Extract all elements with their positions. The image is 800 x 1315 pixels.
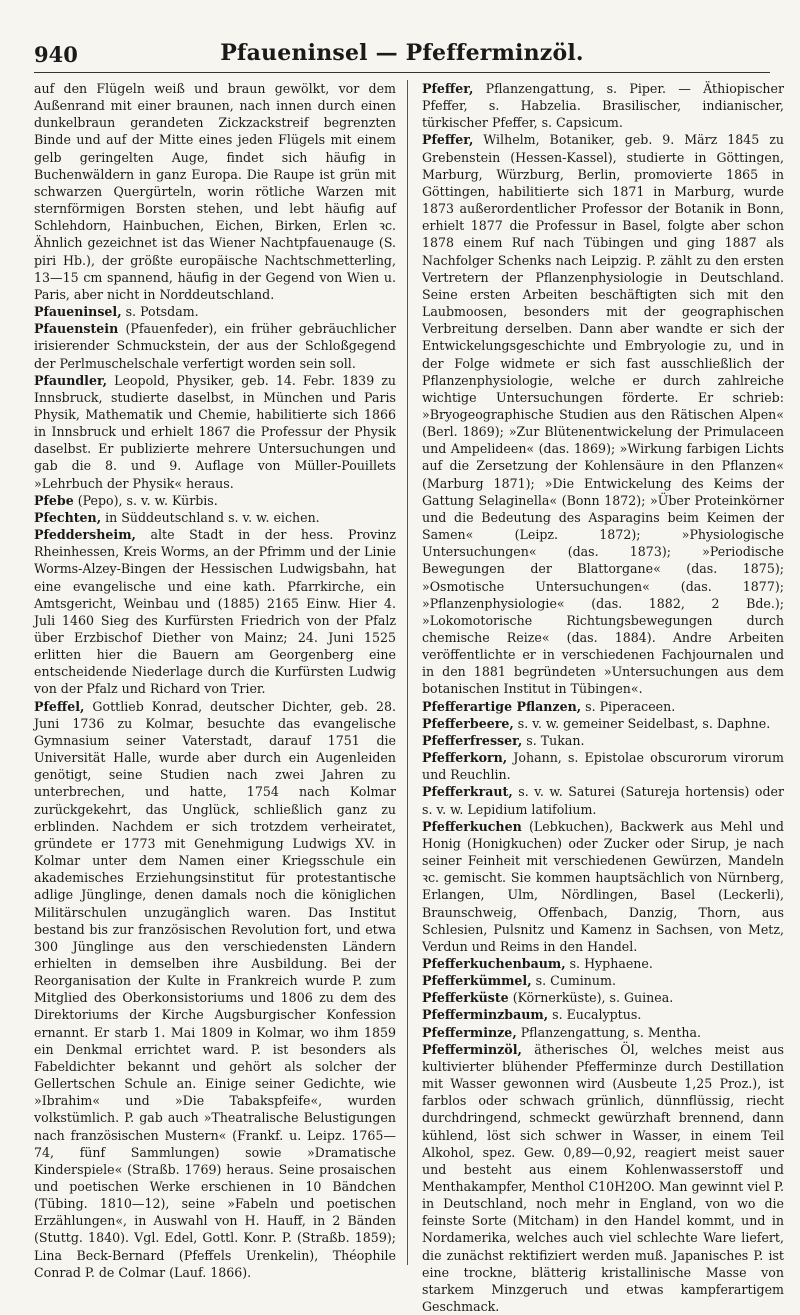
dictionary-entry: [34, 526, 396, 698]
entry-headword: Pfefferartige Pflanzen,: [422, 698, 582, 714]
entry-text: s. Potsdam.: [121, 304, 199, 320]
entry-text: ätherisches Öl, welches meist aus kultivierter blühender Pfefferminze durch Destillation mit Wasser gewonnen wird (Ausbeute 1,25 Proz.), ist farblos oder schwach grünlich, dünnflüssig, riecht durchdringend, schmeckt gewürzhaft brennend, dann kühlend, löst sich schwer in Wasser, in einem Teil Alkohol, spez. Gew. 0,89—0,92, reagiert meist sauer und besteht aus einem Kohlenwasserstoff und Menthakampfer, Menthol C10H20O. Man gewinnt viel P. in Deutschland, noch mehr in England, von wo die feinste Sorte (Mitcham) in den Handel kommt, und in Nordamerika, welches auch viel schlechte Ware liefert, die zunächst rektifiziert werden muß. Japanisches P. ist eine trockne, blätterig kristallinische Masse von starkem Minzgeruch und etwas kampferartigem Geschmack.: [422, 1041, 784, 1315]
entry-headword: Pfefferkümmel,: [422, 973, 532, 989]
entry-headword: Pfefferminze,: [422, 1024, 517, 1040]
entry-text: alte Stadt in der hess. Provinz Rheinhessen, Kreis Worms, an der Pfrimm und der Linie Worms-Alzey-Bingen der Hessischen Ludwigsbahn, hat eine evangelische und eine kath. Pfarrkirche, ein Amtsgericht, Weinbau und (1885) 2165 Einw. Hier 4. Juli 1460 Sieg des Kurfürsten Friedrich von der Pfalz über Erzbischof Diether von Mainz; 24. Juni 1525 erlitten hier die Bauern am Georgenberg eine entscheidende Niederlage durch die Kurfürsten Ludwig von der Pfalz und Richard von Trier.: [34, 527, 396, 697]
entry-headword: Pfauenstein: [34, 321, 119, 337]
entry-headword: Pfeffer,: [422, 81, 474, 96]
entry-headword: Pfefferfresser,: [422, 732, 523, 748]
entry-text: s. v. w. Saturei (Satureja hortensis) oder s. v. w. Lepidium latifolium.: [422, 784, 784, 817]
column-divider: [407, 80, 408, 1265]
entry-text: s. Piperaceen.: [581, 698, 676, 714]
entry-headword: Pfeffel,: [34, 698, 85, 714]
entry-headword: Pfefferküste: [422, 990, 509, 1006]
entry-text: Gottlieb Konrad, deutscher Dichter, geb. 28. Juni 1736 zu Kolmar, besuchte das evangelische Gymnasium seiner Vaterstadt, darauf 1751 die Universität Halle, wurde aber durch ein Augenleiden genötigt, seine Studien nach zwei Jahren zu unterbrechen, und hatte, 1754 nach Kolmar zurückgekehrt, das Unglück, schließlich ganz zu erblinden. Nachdem er sich trotzdem verheiratet, gründete er 1773 mit Genehmigung Ludwigs XV. in Kolmar unter dem Namen einer Kriegsschule ein akademisches Erziehungsinstitut für protestantische adlige Jünglinge, denen damals noch die königlichen Militärschulen unzugänglich waren. Das Institut bestand bis zur französischen Revolution fort, und etwa 300 Jünglinge aus den verschiedensten Ländern erhielten in demselben ihre Ausbildung. Bei der Reorganisation der Kulte in Frankreich wurde P. zum Mitglied des Oberkonsistoriums und 1806 zu dem des Direktoriums der Kirche Augsburgischer Konfession ernannt. Er starb 1. Mai 1809 in Kolmar, wo ihm 1859 ein Denkmal errichtet ward. P. ist besonders als Fabeldichter bekannt und gehört als solcher der Gellertschen Schule an. Einige seiner Gedichte, wie »Ibrahim« und »Die Tabakspfeife«, wurden volkstümlich. P. gab auch »Theatralische Belustigungen nach französischen Mustern« (Frankf. u. Leipz. 1765—74, fünf Sammlungen) sowie »Dramatische Kinderspiele« (Straßb. 1769) heraus. Seine prosaischen und poetischen Werke erschienen in 10 Bändchen (Tübing. 1810—12), seine »Fabeln und poetischen Erzählungen«, in Auswahl von H. Hauff, in 2 Bänden (Stuttg. 1840). Vgl. Edel, Gottl. Konr. P. (Straßb. 1859); Lina Beck-Bernard (Pfeffels Urenkelin), Théophile Conrad P. de Colmar (Lauf. 1866).: [34, 698, 396, 1280]
entry-text: s. v. w. gemeiner Seidelbast, s. Daphne.: [513, 715, 771, 731]
entry-text: (Lebkuchen), Backwerk aus Mehl und Honig (Honigkuchen) oder Zucker oder Sirup, je nach seiner Feinheit mit verschiedenen Gewürzen, Mandeln ꝛc. gemischt. Sie kommen hauptsächlich von Nürnberg, Erlangen, Ulm, Nördlingen, Basel (Leckerli), Braunschweig, Offenbach, Danzig, Thorn, aus Schlesien, Pulsnitz und Kamenz in Sachsen, von Metz, Verdun und Reims in den Handel.: [422, 818, 784, 954]
entry-headword: Pfaueninsel,: [34, 304, 122, 320]
entry-text: Johann, s. Epistolae obscurorum virorum und Reuchlin.: [422, 750, 784, 783]
dictionary-entry: [422, 715, 784, 732]
entry-text: s. Eucalyptus.: [548, 1007, 642, 1023]
entry-text: Leopold, Physiker, geb. 14. Febr. 1839 zu Innsbruck, studierte daselbst, in München und Paris Physik, Mathematik und Chemie, habilitierte sich 1866 in Innsbruck und erhielt 1867 die Professur der Physik daselbst. Er publizierte mehrere Untersuchungen und gab die 8. und 9. Auflage von Müller-Pouillets »Lehrbuch der Physik« heraus.: [34, 372, 396, 491]
entry-text: Pflanzengattung, s. Piper. — Äthiopischer Pfeffer, s. Habzelia. Brasilischer, indianischer, türkischer Pfeffer, s. Capsicum.: [422, 81, 784, 131]
dictionary-entry: [422, 972, 784, 989]
page-title: Pfaueninsel — Pfefferminzöl.: [220, 40, 584, 66]
dictionary-entry: [34, 320, 396, 371]
entry-text: Pflanzengattung, s. Mentha.: [516, 1024, 701, 1040]
entry-headword: Pfebe: [34, 492, 74, 508]
dictionary-entry: [34, 698, 396, 1281]
entry-headword: Pfefferminzbaum,: [422, 1007, 549, 1023]
entry-headword: Pfefferbeere,: [422, 715, 514, 731]
dictionary-entry: [34, 509, 396, 526]
dictionary-entry: [422, 1006, 784, 1023]
entry-text: s. Hyphaene.: [565, 955, 653, 971]
dictionary-entry: [34, 303, 396, 320]
dictionary-entry: [422, 1041, 784, 1315]
entry-headword: Pfefferminzöl,: [422, 1041, 522, 1057]
dictionary-entry: [422, 732, 784, 749]
entry-headword: Pfeddersheim,: [34, 527, 136, 543]
dictionary-entry: [422, 1024, 784, 1041]
entry-headword: Pfefferkuchen: [422, 818, 522, 834]
entry-text: in Süddeutschland s. v. w. eichen.: [101, 509, 320, 525]
left-column: [34, 80, 396, 1280]
dictionary-entry: [422, 783, 784, 817]
right-column: [422, 80, 784, 1315]
page-header: [34, 38, 770, 73]
entry-text: auf den Flügeln weiß und braun gewölkt, vor dem Außenrand mit einer braunen, nach innen durch einen dunkelbraun gerandeten Zickzackstreif begrenzten Binde und auf der Mitte eines jeden Flügels mit einem gelb geringelten Auge, findet sich häufig in Buchenwäldern in ganz Europa. Die Raupe ist grün mit schwarzen Quergürteln, worin rötliche Warzen mit sternförmigen Borsten stehen, und lebt häufig auf Schlehdorn, Hainbuchen, Eichen, Birken, Erlen ꝛc. Ähnlich gezeichnet ist das Wiener Nachtpfauenauge (S. piri Hb.), der größte europäische Nachtschmetterling, 13—15 cm spannend, häufig in der Gegend von Wien u. Paris, aber nicht in Norddeutschland.: [34, 81, 396, 302]
entry-headword: Pfeffer,: [422, 132, 474, 148]
entry-text: Wilhelm, Botaniker, geb. 9. März 1845 zu Grebenstein (Hessen-Kassel), studierte in Göttingen, Marburg, Würzburg, Berlin, promovierte 1865 in Göttingen, habilitierte sich 1871 in Marburg, wurde 1873 außerordentlicher Professor der Botanik in Bonn, erhielt 1877 die Professur in Basel, folgte aber schon 1878 einem Ruf nach Tübingen und ging 1887 als Nachfolger Schenks nach Leipzig. P. zählt zu den ersten Vertretern der Pflanzenphysiologie in Deutschland. Seine ersten Arbeiten beschäftigten sich mit den Laubmoosen, besonders mit der geographischen Verbreitung derselben. Dann aber wandte er sich der Entwickelungsgeschichte und Embryologie zu, und in der Folge widmete er sich fast ausschließlich der Pflanzenphysiologie, welche er durch zahlreiche wichtige Untersuchungen förderte. Er schrieb: »Bryogeographische Studien aus den Rätischen Alpen« (Berl. 1869); »Zur Blütenentwickelung der Primulaceen und Ampelideen« (das. 1869); »Wirkung farbigen Lichts auf die Zersetzung der Kohlensäure in den Pflanzen« (Marburg 1871); »Die Entwickelung des Keims der Gattung Selaginella« (Bonn 1872); »Über Proteinkörner und die Bedeutung des Asparagins beim Keimen der Samen« (Leipz. 1872); »Physiologische Untersuchungen« (das. 1873); »Periodische Bewegungen der Blattorgane« (das. 1875); »Osmotische Untersuchungen« (das. 1877); »Pflanzenphysiologie« (das. 1882, 2 Bde.); »Lokomotorische Richtungsbewegungen durch chemische Reize« (das. 1884). Andre Arbeiten veröffentlichte er in verschiedenen Fachjournalen und in den 1881 begründeten »Untersuchungen aus dem botanischen Institut in Tübingen«.: [422, 132, 784, 697]
dictionary-entry: [34, 80, 396, 303]
entry-headword: Pfefferkraut,: [422, 784, 513, 800]
dictionary-entry: [422, 131, 784, 697]
dictionary-entry: [422, 698, 784, 715]
entry-text: (Körnerküste), s. Guinea.: [508, 990, 674, 1006]
dictionary-entry: [422, 955, 784, 972]
entry-text: (Pepo), s. v. w. Kürbis.: [73, 492, 218, 508]
entry-text: (Pfauenfeder), ein früher gebräuchlicher irisierender Schmuckstein, der aus der Schloßgegend der Perlmuschelschale verfertigt worden sein soll.: [34, 321, 396, 371]
entry-headword: Pfaundler,: [34, 372, 108, 388]
dictionary-entry: [34, 492, 396, 509]
dictionary-entry: [34, 372, 396, 492]
dictionary-entry: [422, 818, 784, 955]
page-number: 940: [34, 42, 78, 67]
entry-headword: Pfefferkorn,: [422, 750, 508, 766]
entry-text: s. Cuminum.: [531, 973, 616, 989]
dictionary-entry: [422, 989, 784, 1006]
entry-headword: Pfefferkuchenbaum,: [422, 955, 566, 971]
entry-headword: Pfechten,: [34, 509, 102, 525]
dictionary-entry: [422, 80, 784, 131]
entry-text: s. Tukan.: [522, 732, 585, 748]
dictionary-entry: [422, 749, 784, 783]
